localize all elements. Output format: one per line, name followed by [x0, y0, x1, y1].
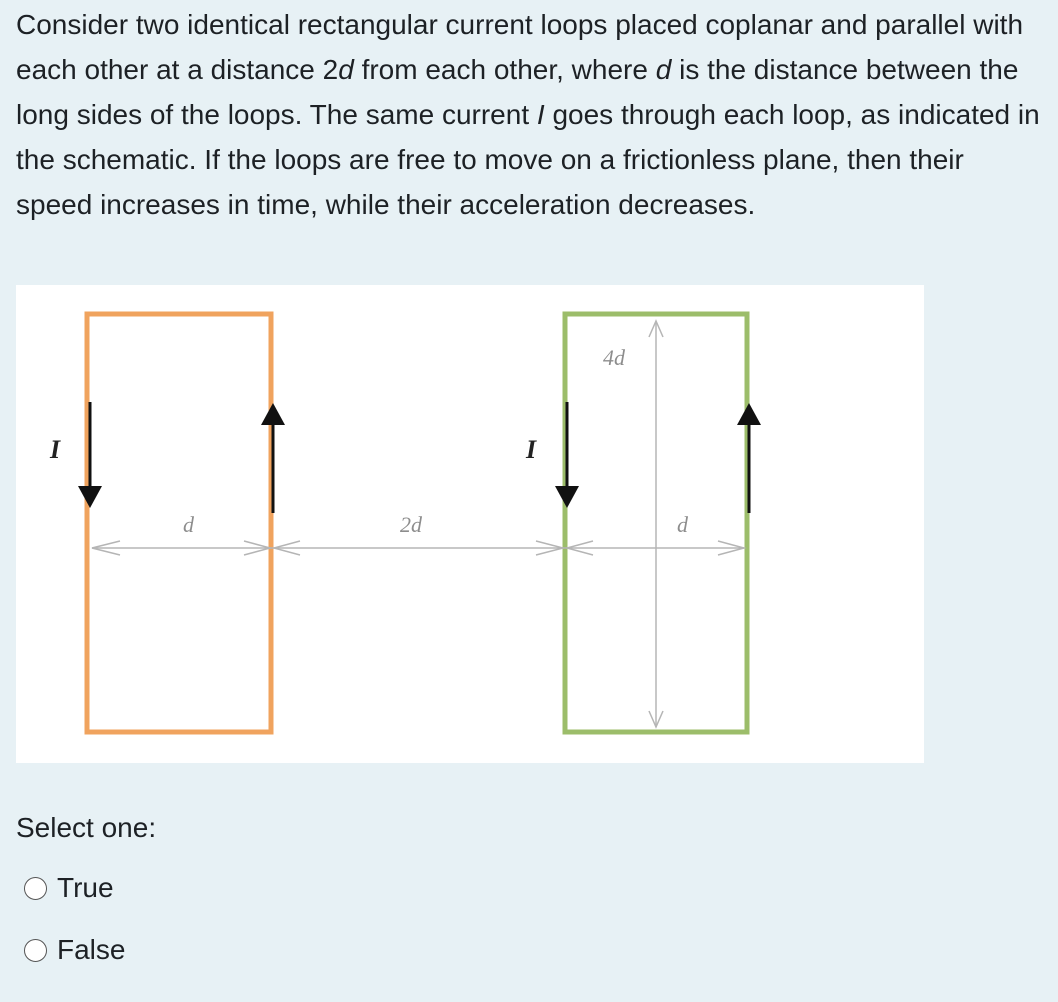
question-part-4: goes through each loop, as indicated in the schematic. If the loops are free to move on a frictionless plane, then their speed increases in time, while their acceleration decreases.	[16, 99, 1040, 220]
radio-true[interactable]	[24, 877, 47, 900]
schematic-figure	[16, 285, 924, 763]
current-arrowhead-up	[261, 403, 285, 425]
current-arrowhead-down	[555, 486, 579, 508]
question-part-1: Consider two identical rectangular current loops placed coplanar and parallel with each other at a distance 2	[16, 9, 1024, 85]
option-true[interactable]	[24, 872, 114, 904]
option-false-label: False	[57, 934, 126, 965]
current-label-right: I	[526, 435, 537, 464]
left-current-loop	[87, 314, 271, 732]
height-label: 4d	[603, 345, 625, 370]
option-false[interactable]	[24, 934, 125, 966]
spacing-label-right: d	[677, 512, 688, 537]
variable-current: I	[536, 99, 545, 130]
question-text	[16, 2, 1046, 227]
question-part-3: is the distance between the long sides of the loops. The same current	[16, 54, 1019, 130]
question-part-2: from each other, where	[353, 54, 656, 85]
current-label-left: I	[50, 435, 61, 464]
radio-false[interactable]	[24, 939, 47, 962]
spacing-label-left: d	[183, 512, 194, 537]
option-true-label: True	[57, 872, 114, 903]
current-arrowhead-down	[78, 486, 102, 508]
gap-label: 2d	[400, 512, 422, 537]
current-arrowhead-up	[737, 403, 761, 425]
variable-d: d	[338, 54, 354, 85]
select-prompt: Select one:	[16, 812, 157, 843]
schematic-svg	[16, 285, 924, 763]
variable-d: d	[655, 54, 672, 85]
